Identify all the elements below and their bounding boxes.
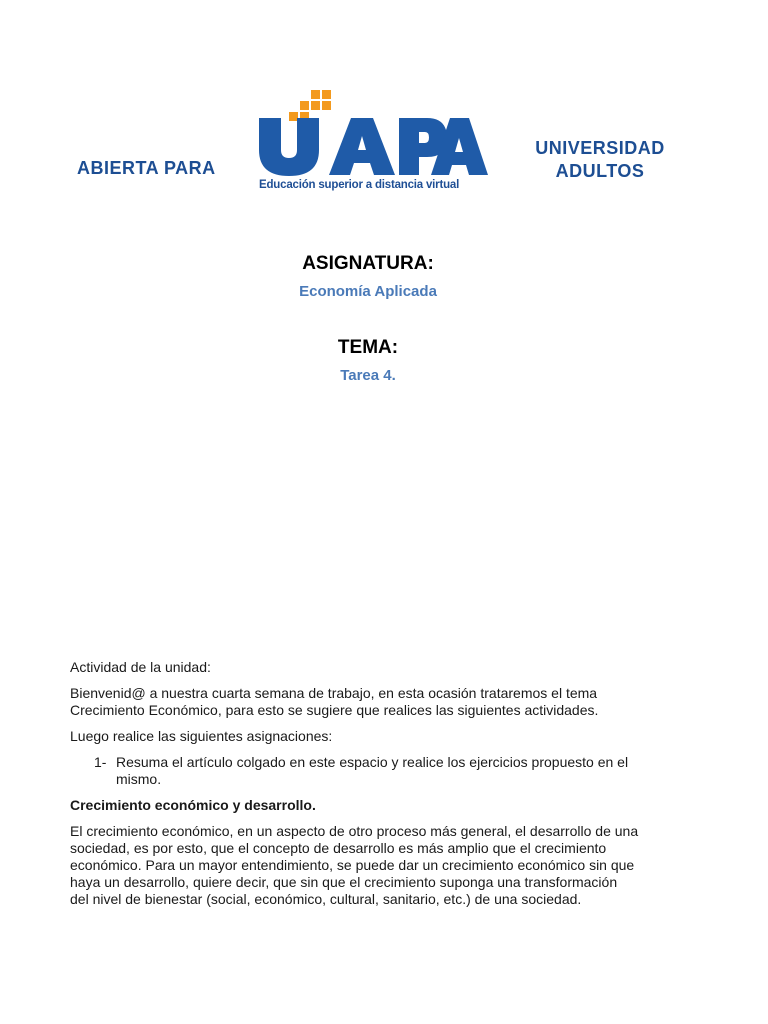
subject-label: ASIGNATURA: — [302, 253, 434, 274]
paragraph-line: haya un desarrollo, quiere decir, que sin que el crecimiento suponga una transformación — [70, 874, 618, 890]
list-item-number: 1- — [94, 754, 107, 770]
list-item — [70, 754, 710, 788]
header-right-text — [520, 137, 680, 183]
paragraph-line: sociedad, es por esto, que el concepto de desarrollo es más amplio que el crecimiento — [70, 840, 607, 856]
uapa-logo — [255, 88, 490, 198]
document-body — [70, 659, 710, 917]
welcome-line-1: Bienvenid@ a nuestra cuarta semana de trabajo, en esta ocasión trataremos el tema — [70, 685, 598, 701]
assignments-intro: Luego realice las siguientes asignaciones: — [70, 728, 333, 744]
activity-label: Actividad de la unidad: — [70, 659, 211, 675]
welcome-paragraph — [70, 685, 710, 719]
list-item-line-1: Resuma el artículo colgado en este espacio y realice los ejercicios propuesto en el — [116, 754, 629, 770]
paragraph-line: El crecimiento económico, en un aspecto de otro proceso más general, el desarrollo de una — [70, 823, 639, 839]
list-item-line-2: mismo. — [116, 771, 162, 787]
header-left-text: ABIERTA PARA — [77, 158, 216, 178]
subject-value: Economía Aplicada — [299, 283, 437, 300]
paragraph-line: del nivel de bienestar (social, económico, cultural, sanitario, etc.) de una sociedad. — [70, 891, 582, 907]
list-item-text — [116, 754, 628, 788]
topic-label: TEMA: — [337, 337, 399, 358]
growth-paragraph — [70, 823, 710, 908]
topic-value: Tarea 4. — [340, 367, 396, 384]
paragraph-line: económico. Para un mayor entendimiento, se puede dar un crecimiento económico sin que — [70, 857, 635, 873]
welcome-line-2: Crecimiento Económico, para esto se sugiere que realices las siguientes actividades. — [70, 702, 599, 718]
header-right-line1: UNIVERSIDAD — [535, 138, 665, 158]
section-title: Crecimiento económico y desarrollo. — [70, 797, 316, 813]
header-right-line2: ADULTOS — [555, 161, 645, 181]
logo-squares-icon — [289, 90, 331, 121]
uapa-logo-mark — [255, 88, 490, 178]
logo-tagline: Educación superior a distancia virtual — [259, 179, 460, 191]
